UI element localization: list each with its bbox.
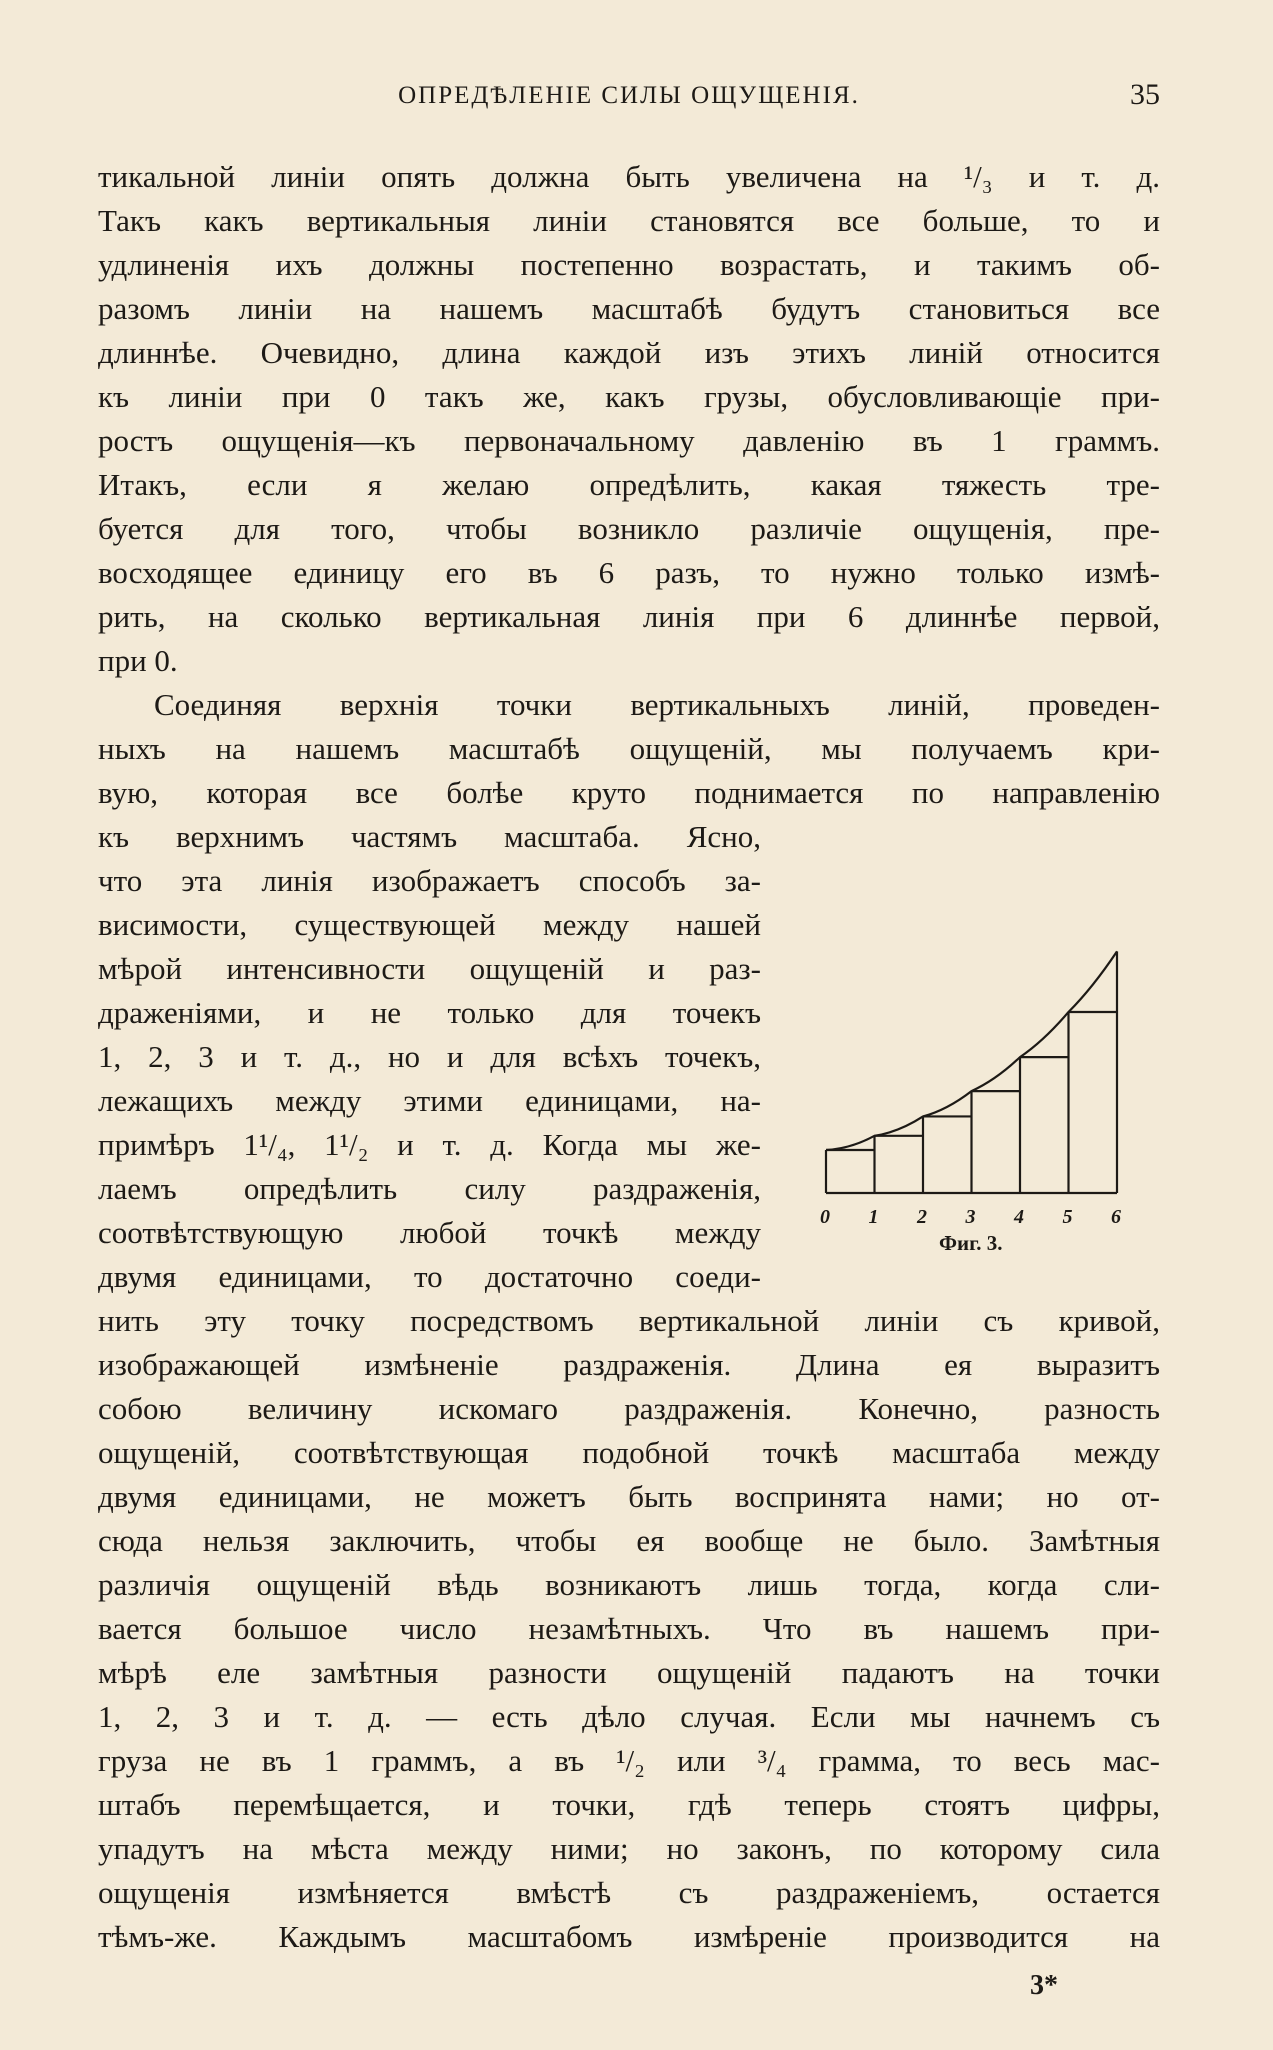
- text-line: ростъ ощущенія—къ первоначальному давленію въ 1 граммъ.: [98, 423, 1160, 458]
- text-line: лаемъ опредѣлить силу раздраженія,: [98, 1171, 761, 1206]
- text-line: мѣрѣ еле замѣтныя разности ощущеній падаютъ на точки: [98, 1655, 1160, 1690]
- text-line: различія ощущеній вѣдь возникаютъ лишь тогда, когда сли-: [98, 1567, 1160, 1602]
- text-line: Такъ какъ вертикальныя линіи становятся все больше, то и: [98, 203, 1160, 238]
- figure-tick-label: 0: [820, 1206, 830, 1228]
- text-line: драженіями, и не только для точекъ: [98, 995, 761, 1030]
- figure-tick-label: 6: [1111, 1206, 1121, 1228]
- signature-mark: 3*: [1030, 1970, 1058, 2001]
- text-line: Итакъ, если я желаю опредѣлить, какая тяжесть тре-: [98, 467, 1160, 502]
- text-line: что эта линія изображаетъ способъ за-: [98, 863, 761, 898]
- text-line: лежащихъ между этими единицами, на-: [98, 1083, 761, 1118]
- text-line: ныхъ на нашемъ масштабѣ ощущеній, мы получаемъ кри-: [98, 731, 1160, 766]
- text-line: ощущенія измѣняется вмѣстѣ съ раздраженіемъ, остается: [98, 1875, 1160, 1910]
- figure-3-diagram: [800, 860, 1140, 1260]
- text-line: ощущеній, соотвѣтствующая подобной точкѣ масштаба между: [98, 1435, 1160, 1470]
- text-line: 1, 2, 3 и т. д., но и для всѣхъ точекъ,: [98, 1039, 761, 1074]
- text-line: буется для того, чтобы возникло различіе ощущенія, пре-: [98, 511, 1160, 546]
- running-title: ОПРЕДѢЛЕНІЕ СИЛЫ ОЩУЩЕНІЯ.: [398, 82, 860, 109]
- text-line: собою величину искомаго раздраженія. Конечно, разность: [98, 1391, 1160, 1426]
- text-line: мѣрой интенсивности ощущеній и раз-: [98, 951, 761, 986]
- text-line: къ линіи при 0 такъ же, какъ грузы, обусловливающіе при-: [98, 379, 1160, 414]
- running-head: [98, 78, 1160, 118]
- figure-tick-label: 3: [965, 1206, 976, 1228]
- text-line: тѣмъ-же. Каждымъ масштабомъ измѣреніе производится на: [98, 1919, 1160, 1954]
- figure-tick-label: 5: [1062, 1206, 1073, 1228]
- figure-tick-label: 1: [868, 1206, 879, 1228]
- text-line: штабъ перемѣщается, и точки, гдѣ теперь стоятъ цифры,: [98, 1787, 1160, 1822]
- text-line: разомъ линіи на нашемъ масштабѣ будутъ становиться все: [98, 291, 1160, 326]
- page-number: 35: [1130, 78, 1160, 111]
- text-line: рить, на сколько вертикальная линія при 6 длиннѣе первой,: [98, 599, 1160, 634]
- text-line: упадутъ на мѣста между ними; но законъ, по которому сила: [98, 1831, 1160, 1866]
- text-line: сюда нельзя заключить, чтобы ея вообще не было. Замѣтныя: [98, 1523, 1160, 1558]
- text-line: при 0.: [98, 643, 178, 678]
- text-line: вую, которая все болѣе круто поднимается по направленію: [98, 775, 1160, 810]
- text-line: примѣръ 1¹/₄, 1¹/₂ и т. д. Когда мы же-: [98, 1127, 761, 1162]
- text-line: восходящее единицу его въ 6 разъ, то нужно только измѣ-: [98, 555, 1160, 590]
- text-line: 1, 2, 3 и т. д. — есть дѣло случая. Если мы начнемъ съ: [98, 1699, 1160, 1734]
- figure-caption: Фиг. 3.: [939, 1231, 1003, 1255]
- text-line: нить эту точку посредствомъ вертикальной линіи съ кривой,: [98, 1303, 1160, 1338]
- text-line: къ верхнимъ частямъ масштаба. Ясно,: [98, 819, 761, 854]
- text-line: груза не въ 1 граммъ, а въ ¹/₂ или ³/₄ грамма, то весь мас-: [98, 1743, 1160, 1778]
- text-line: тикальной линіи опять должна быть увеличена на ¹/₃ и т. д.: [98, 159, 1160, 194]
- text-line: удлиненія ихъ должны постепенно возрастать, и такимъ об-: [98, 247, 1160, 282]
- text-line: двумя единицами, не можетъ быть воспринята нами; но от-: [98, 1479, 1160, 1514]
- text-line: изображающей измѣненіе раздраженія. Длина ея выразитъ: [98, 1347, 1160, 1382]
- figure-tick-label: 2: [917, 1206, 927, 1228]
- text-line: Соединяя верхнія точки вертикальныхъ линій, проведен-: [154, 687, 1160, 722]
- text-line: вается большое число незамѣтныхъ. Что въ нашемъ при-: [98, 1611, 1160, 1646]
- text-line: соотвѣтствующую любой точкѣ между: [98, 1215, 761, 1250]
- text-line: длиннѣе. Очевидно, длина каждой изъ этихъ линій относится: [98, 335, 1160, 370]
- figure-tick-label: 4: [1014, 1206, 1024, 1228]
- text-line: висимости, существующей между нашей: [98, 907, 761, 942]
- text-line: двумя единицами, то достаточно соеди-: [98, 1259, 761, 1294]
